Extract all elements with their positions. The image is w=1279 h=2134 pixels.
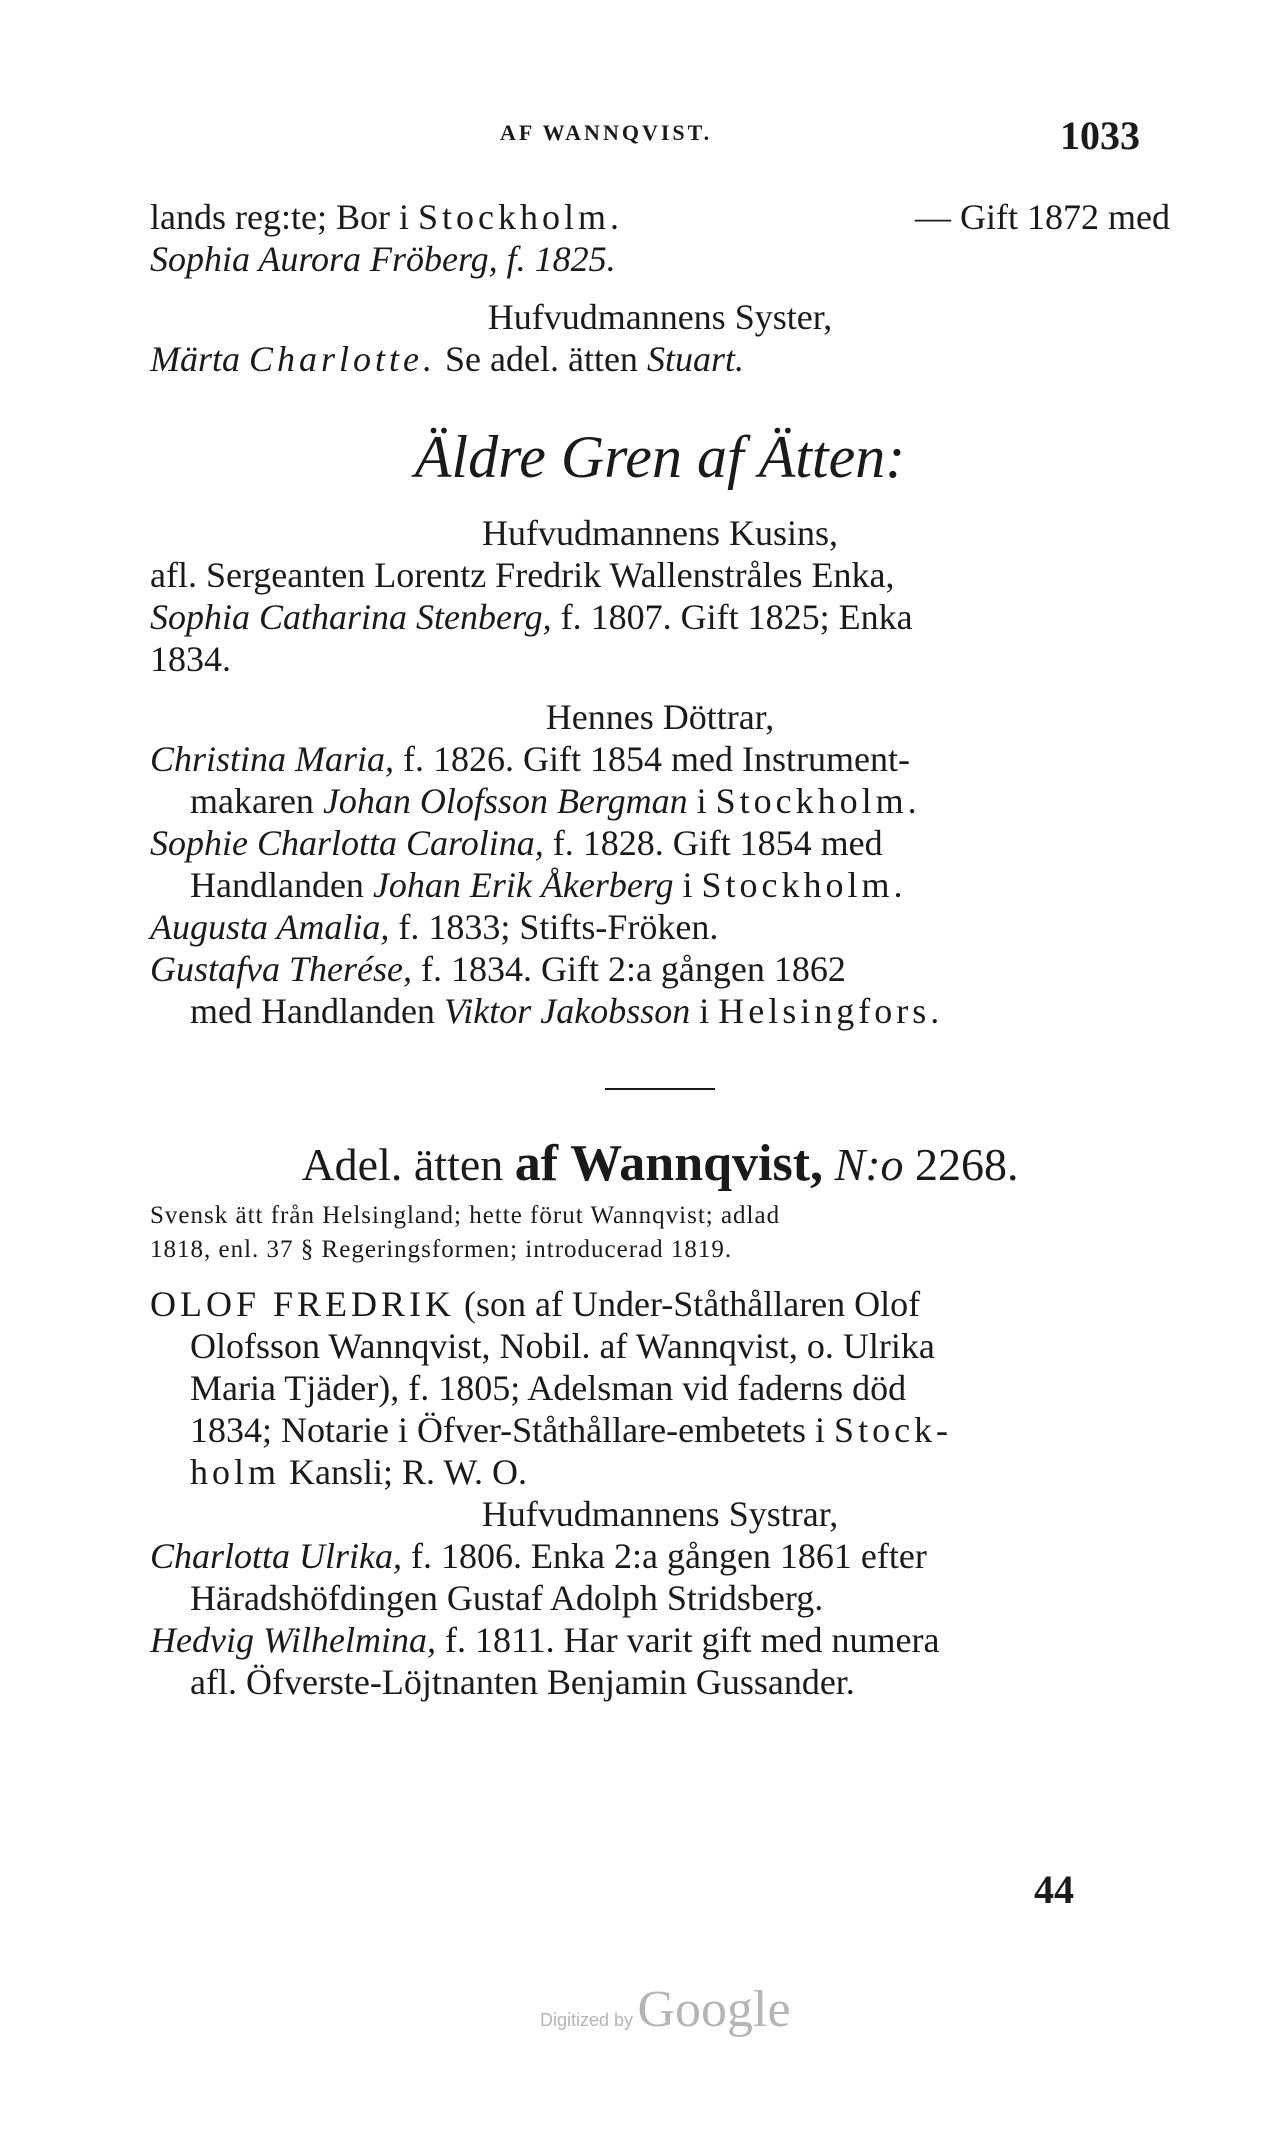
text-line: 1834; Notarie i Öfver-Ståthållare-embetets i Stock- — [190, 1410, 953, 1450]
text-line: makaren Johan Olofsson Bergman i Stockholm. — [190, 781, 921, 821]
text-line: Gustafva Therése, f. 1834. Gift 2:a gången 1862 — [150, 949, 846, 989]
text-line: Sophie Charlotta Carolina, f. 1828. Gift 1854 med — [150, 823, 883, 863]
page-body — [150, 196, 1170, 1703]
page-number: 1033 — [1060, 113, 1140, 158]
text-line: Hedvig Wilhelmina, f. 1811. Har varit gift med numera — [150, 1620, 940, 1660]
subheading: Hufvudmannens Syster, — [487, 297, 833, 337]
text-line: 1834. — [150, 639, 231, 679]
text-line: Charlotta Ulrika, f. 1806. Enka 2:a gången 1861 efter — [150, 1536, 927, 1576]
digitized-by-label: Digitized by — [540, 2010, 634, 2030]
text-line: Christina Maria, f. 1826. Gift 1854 med Instrument- — [150, 739, 910, 779]
subheading: Hennes Döttrar, — [545, 697, 775, 737]
text-line: afl. Öfverste-Löjtnanten Benjamin Gussander. — [190, 1662, 855, 1702]
family-note: Svensk ätt från Helsingland; hette förut Wannqvist; adlad — [150, 1202, 781, 1229]
text-line: OLOF FREDRIK (son af Under-Ståthållaren Olof — [150, 1284, 921, 1324]
subheading: Hufvudmannens Systrar, — [481, 1494, 839, 1534]
text-line: Sophia Catharina Stenberg, f. 1807. Gift 1825; Enka — [150, 597, 913, 637]
page-header — [150, 112, 1140, 162]
family-note: 1818, enl. 37 § Regeringsformen; introducerad 1819. — [150, 1236, 733, 1263]
text-line: afl. Sergeanten Lorentz Fredrik Wallenstråles Enka, — [150, 555, 895, 595]
text-line: lands reg:te; Bor i Stockholm. — Gift 1872 med — [150, 197, 1170, 237]
section-title: Äldre Gren af Ätten: — [414, 424, 906, 490]
family-heading: Adel. ätten af Wannqvist, N:o 2268. — [301, 1135, 1019, 1192]
text-line: Maria Tjäder), f. 1805; Adelsman vid faderns död — [190, 1368, 907, 1408]
running-head: AF WANNQVIST. — [500, 120, 713, 145]
text-line: med Handlanden Viktor Jakobsson i Helsingfors. — [190, 991, 944, 1031]
text-line: Märta Charlotte. Se adel. ätten Stuart. — [150, 339, 744, 379]
text-line: Sophia Aurora Fröberg, f. 1825. — [150, 239, 616, 279]
text-line: Augusta Amalia, f. 1833; Stifts-Fröken. — [150, 907, 719, 947]
signature-mark: 44 — [1034, 1867, 1074, 1912]
text-line: Olofsson Wannqvist, Nobil. af Wannqvist, o. Ulrika — [190, 1326, 935, 1366]
digitization-watermark — [540, 1980, 791, 2039]
divider-rule — [605, 1088, 715, 1090]
text-line: Handlanden Johan Erik Åkerberg i Stockholm. — [190, 865, 907, 905]
subheading: Hufvudmannens Kusins, — [482, 513, 838, 553]
google-logo: Google — [637, 1981, 791, 2038]
text-line: holm Kansli; R. W. O. — [190, 1452, 528, 1492]
text-line: Häradshöfdingen Gustaf Adolph Stridsberg. — [190, 1578, 824, 1618]
